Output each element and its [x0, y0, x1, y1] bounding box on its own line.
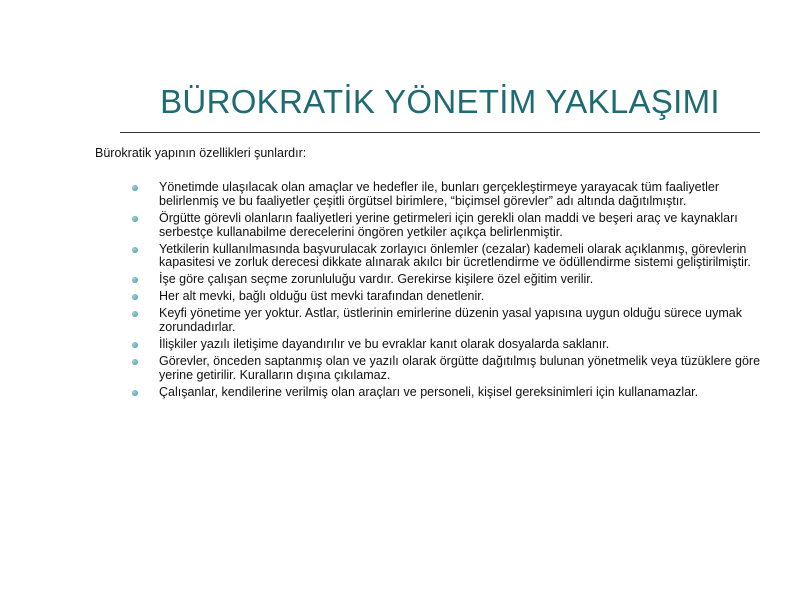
bullet-text: Her alt mevki, bağlı olduğu üst mevki tarafından denetlenir.: [159, 289, 485, 304]
bullet-text: İlişkiler yazılı iletişime dayandırılır ve bu evraklar kanıt olarak dosyalarda saklanır.: [159, 337, 610, 352]
bullet-icon: [132, 294, 138, 300]
bullet-text: Çalışanlar, kendilerine verilmiş olan araçları ve personeli, kişisel gereksinimleri için kullanamazlar.: [159, 384, 699, 399]
bullet-text: İşe göre çalışan seçme zorunluluğu vardır. Gerekirse kişilere özel eğitim verilir.: [159, 272, 594, 287]
bullet-icon: [132, 342, 138, 348]
bullet-icon: [132, 185, 138, 191]
bullet-text: Örgütte görevli olanların faaliyetleri yerine getirmeleri için gerekli olan maddi ve beşeri araç ve kaynakları serbestçe kullanabilme derecelerini öngören yetkiler açıkça belirlenmiştir.: [159, 210, 738, 239]
bullet-icon: [132, 216, 138, 222]
list-item: [132, 181, 772, 209]
bullet-icon: [132, 277, 138, 283]
bullet-icon: [132, 390, 138, 396]
list-item: [132, 386, 772, 400]
list-item: [132, 307, 772, 335]
bullet-list: [132, 181, 772, 403]
bullet-text: Görevler, önceden saptanmış olan ve yazılı olarak örgütte dağıtılmış bulunan yönetmelik veya tüzüklere göre yerine getirilir. Kuralların dışına çıkılamaz.: [159, 354, 761, 382]
list-item: [132, 243, 772, 271]
bullet-text: Keyfi yönetime yer yoktur. Astlar, üstlerinin emirlerine düzenin yasal yapısına uygun olduğu sürece uymak zorundadırlar.: [159, 306, 742, 335]
title-divider: [120, 132, 760, 133]
bullet-text: Yönetimde ulaşılacak olan amaçlar ve hedefler ile, bunları gerçekleştirmeye yarayacak tüm faaliyetler belirlenmiş ve bu faaliyetler çeşitli örgütsel birimlere, “biçimsel görevler” adı altında dağıtılmıştır.: [159, 180, 719, 208]
intro-text: Bürokratik yapının özellikleri şunlardır:: [95, 146, 307, 160]
list-item: [132, 212, 772, 240]
list-item: [132, 290, 772, 304]
bullet-icon: [132, 311, 138, 317]
list-item: [132, 338, 772, 352]
slide-title: BÜROKRATİK YÖNETİM YAKLAŞIMI: [160, 83, 720, 120]
bullet-icon: [132, 359, 138, 365]
list-item: [132, 355, 772, 383]
list-item: [132, 273, 772, 287]
bullet-icon: [132, 247, 138, 253]
bullet-text: Yetkilerin kullanılmasında başvurulacak zorlayıcı önlemler (cezalar) kademeli olarak açıklanmış, görevlerin kapasitesi ve zorluk derecesi dikkate alınarak akılcı bir ücretlendirme ve ödüllendirme sistemi geliştirilmiştir.: [159, 241, 751, 270]
